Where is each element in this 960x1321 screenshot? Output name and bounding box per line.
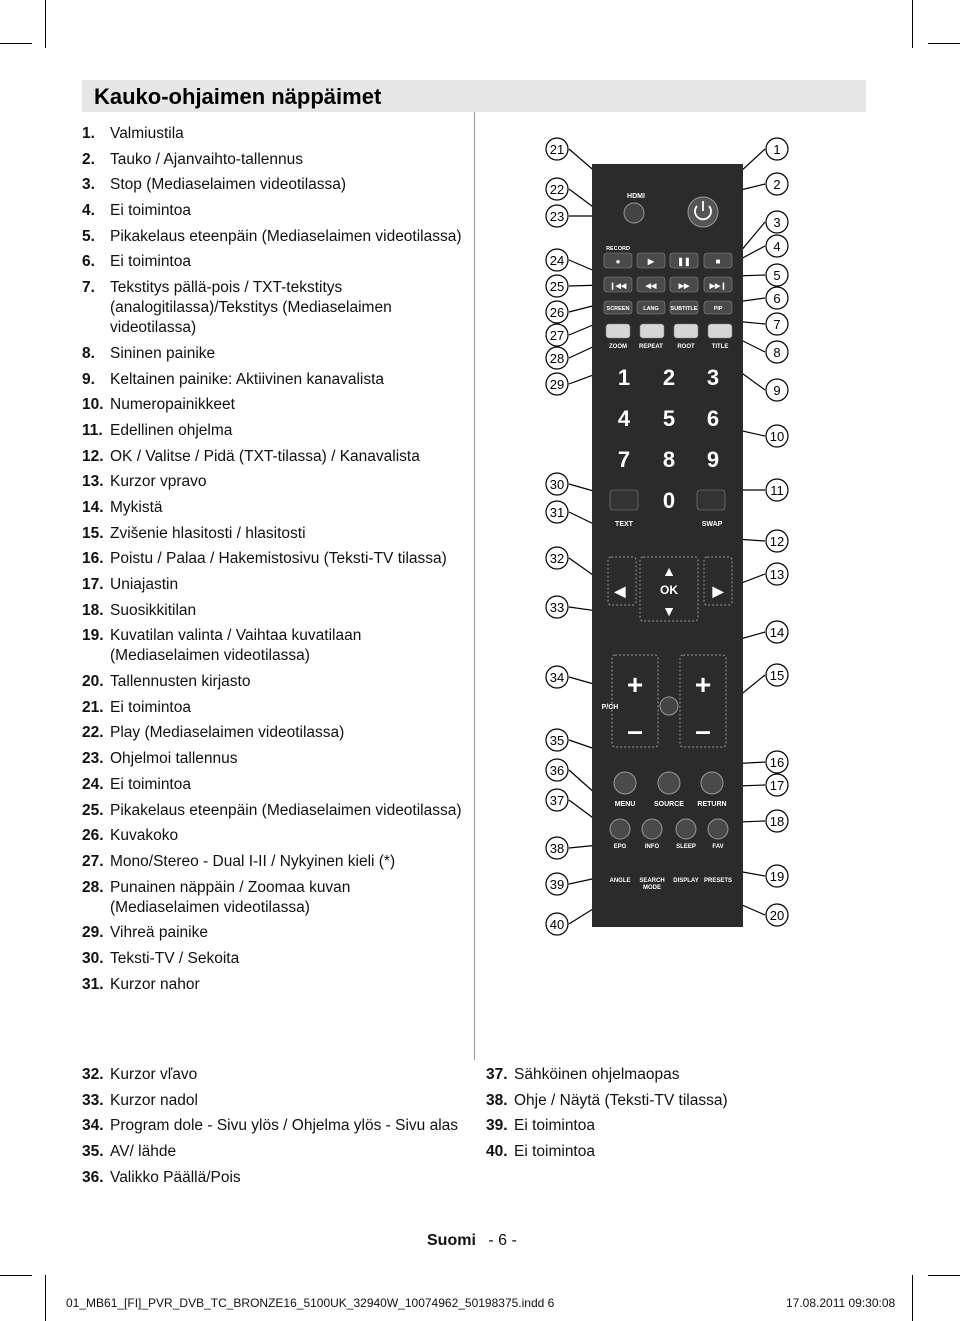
item-number: 35. (82, 1143, 104, 1161)
subtitle-button-label: SUBTITLE (670, 306, 698, 312)
item-number: 13. (82, 473, 104, 491)
item-text: Ei toimintoa (110, 775, 191, 793)
fav-label: FAV (712, 844, 724, 850)
search-label: SEARCH (639, 878, 665, 884)
volume-up-icon: + (694, 669, 712, 700)
fav-button (708, 819, 728, 839)
callout-35-label: 35 (549, 733, 565, 748)
item-number: 31. (82, 975, 104, 993)
item-number: 7. (82, 279, 95, 297)
item-number: 16. (82, 550, 104, 568)
callout-8-label: 8 (773, 345, 781, 360)
callout-5-label: 5 (773, 268, 781, 283)
display-label: DISPLAY (673, 878, 699, 884)
item-number: 21. (82, 698, 104, 716)
record-label: RECORD (606, 246, 630, 252)
item-number: 14. (82, 498, 104, 516)
color-key-label-1: REPEAT (639, 344, 663, 350)
item-number: 1. (82, 125, 95, 142)
presets-label: PRESETS (703, 878, 733, 884)
page-footer (427, 1232, 517, 1250)
rewind-button-icon: ◀◀ (645, 283, 657, 290)
epg-label: EPG (613, 844, 627, 850)
slug-date: 17.08.2011 09:30:08 (786, 1296, 896, 1310)
sleep-button (676, 819, 696, 839)
page-title: Kauko-ohjaimen näppäimet (94, 84, 382, 109)
ok-label: OK (660, 583, 678, 597)
digit-3-button: 3 (706, 365, 720, 390)
item-text: Punainen näppäin / Zoomaa kuvan (Mediaselaimen videotilassa) (110, 878, 351, 916)
mode-label: MODE (643, 885, 661, 891)
item-text: Mykistä (110, 498, 163, 516)
blue-button (708, 324, 732, 338)
item-number: 19. (82, 627, 104, 645)
play-button-icon: ▶ (647, 257, 655, 266)
callout-24-label: 24 (549, 253, 565, 268)
hdmi-label: HDMI (627, 193, 645, 200)
callout-6-label: 6 (773, 291, 781, 306)
item-number: 15. (82, 524, 104, 542)
volume-down-icon: – (695, 715, 711, 746)
callout-25-label: 25 (549, 279, 565, 294)
source-hdmi-button (624, 203, 644, 223)
pip-button-label: PIP (713, 306, 723, 312)
callout-14-label: 14 (769, 625, 785, 640)
channel-down-icon: – (627, 715, 643, 746)
callout-7-label: 7 (773, 317, 781, 332)
callout-19-label: 19 (769, 869, 785, 884)
item-number: 10. (82, 396, 104, 414)
callout-13-label: 13 (769, 567, 785, 582)
item-number: 34. (82, 1117, 104, 1135)
callout-18-label: 18 (769, 814, 785, 829)
item-text: Sähköinen ohjelmaopas (514, 1066, 680, 1083)
callout-16-label: 16 (769, 755, 785, 770)
item-number: 12. (82, 447, 104, 465)
mute-button (660, 697, 678, 715)
callout-33-label: 33 (549, 600, 565, 615)
menu-label: MENU (614, 801, 636, 808)
item-text: Pikakelaus eteenpäin (Mediaselaimen videotilassa) (110, 801, 462, 819)
item-text: Vihreä painike (110, 924, 208, 942)
item-number: 28. (82, 878, 104, 896)
red-button (606, 324, 630, 338)
callout-34-label: 34 (549, 670, 565, 685)
item-number: 27. (82, 852, 104, 870)
item-text: Ei toimintoa (110, 253, 191, 271)
yellow-button (674, 324, 698, 338)
item-number: 6. (82, 253, 95, 271)
item-number: 2. (82, 150, 95, 168)
callout-37-label: 37 (549, 793, 565, 808)
return-button (701, 772, 723, 794)
item-number: 32. (82, 1066, 104, 1083)
item-number: 36. (82, 1168, 104, 1186)
green-button (640, 324, 664, 338)
item-text: Kurzor nahor (110, 975, 200, 993)
callout-11-label: 11 (770, 483, 784, 498)
pause-button-icon: ❚❚ (677, 257, 691, 266)
callout-39-label: 39 (549, 877, 565, 892)
item-text: Teksti-TV / Sekoita (110, 949, 240, 967)
item-number: 39. (486, 1117, 508, 1135)
item-number: 37. (486, 1066, 508, 1083)
item-number: 3. (82, 176, 95, 194)
item-number: 40. (486, 1143, 508, 1161)
callout-21-label: 21 (549, 142, 565, 157)
channel-up-icon: + (626, 669, 644, 700)
item-number: 20. (82, 673, 104, 691)
item-text: Mono/Stereo - Dual I-II / Nykyinen kieli (*) (110, 852, 396, 870)
item-number: 22. (82, 724, 104, 742)
callout-27-label: 27 (549, 328, 565, 343)
prev-button-icon: ❙◀◀ (609, 283, 627, 290)
item-number: 26. (82, 827, 104, 845)
item-text: Tauko / Ajanvaihto-tallennus (110, 150, 304, 168)
callout-4-label: 4 (773, 239, 781, 254)
callout-31-label: 31 (549, 505, 565, 520)
up-arrow-icon: ▲ (662, 563, 676, 579)
menu-button (614, 772, 636, 794)
callout-38-label: 38 (549, 841, 565, 856)
record-button-icon: ● (615, 257, 621, 266)
page-number: - 6 - (488, 1232, 517, 1249)
item-text: Suosikkitilan (110, 601, 197, 619)
callout-28-label: 28 (549, 351, 565, 366)
item-text: Stop (Mediaselaimen videotilassa) (110, 176, 347, 194)
next-button-icon: ▶▶❙ (709, 283, 727, 290)
item-number: 38. (486, 1091, 508, 1109)
item-text: Ohjelmoi tallennus (110, 750, 238, 768)
info-label: INFO (644, 844, 660, 850)
item-text: Ohje / Näytä (Teksti-TV tilassa) (514, 1091, 728, 1109)
item-text: Tallennusten kirjasto (110, 673, 251, 691)
item-text: Kuvatilan valinta / Vaihtaa kuvatilaan (Mediaselaimen videotilassa) (110, 627, 362, 665)
down-arrow-icon: ▼ (662, 603, 676, 619)
digit-0-button: 0 (662, 488, 676, 513)
callout-2-label: 2 (773, 177, 781, 192)
item-text: Program dole - Sivu ylös / Ohjelma ylös - Sivu alas (110, 1117, 459, 1135)
item-text: Kurzor vpravo (110, 473, 207, 491)
item-text: Uniajastin (110, 576, 179, 593)
item-text: Valikko Päällä/Pois (110, 1168, 241, 1186)
item-text: Pikakelaus eteenpäin (Mediaselaimen videotilassa) (110, 227, 462, 245)
digit-4-button: 4 (617, 406, 631, 431)
text-button (610, 490, 638, 510)
callout-22-label: 22 (549, 182, 565, 197)
item-number: 33. (82, 1091, 104, 1109)
item-text: Ei toimintoa (514, 1143, 595, 1161)
color-key-label-3: TITLE (711, 344, 729, 350)
lang-button-label: LANG (643, 306, 659, 312)
digit-8-button: 8 (662, 447, 676, 472)
item-number: 11. (82, 421, 103, 439)
angle-label: ANGLE (609, 878, 631, 884)
item-text: Play (Mediaselaimen videotilassa) (110, 724, 345, 742)
sleep-label: SLEEP (676, 844, 696, 850)
item-number: 23. (82, 750, 104, 768)
item-number: 25. (82, 801, 104, 819)
item-text: Kurzor nadol (110, 1091, 198, 1109)
callout-1-label: 1 (773, 142, 781, 157)
pch-label: P/CH (601, 704, 619, 711)
callout-36-label: 36 (549, 763, 565, 778)
return-label: RETURN (697, 801, 727, 808)
callout-3-label: 3 (773, 215, 781, 230)
callout-17-label: 17 (769, 778, 785, 793)
callout-10-label: 10 (769, 429, 785, 444)
callout-29-label: 29 (549, 377, 565, 392)
source-label: SOURCE (654, 801, 684, 808)
item-number: 29. (82, 924, 104, 942)
digit-1-button: 1 (617, 365, 631, 390)
slug-file: 01_MB61_[FI]_PVR_DVB_TC_BRONZE16_5100UK_32940W_10074962_50198375.indd 6 (66, 1296, 555, 1310)
info-button (642, 819, 662, 839)
item-text: Kuvakoko (110, 827, 179, 845)
item-text: Ei toimintoa (110, 698, 191, 716)
stop-button-icon: ■ (715, 257, 721, 266)
color-key-label-2: ROOT (677, 344, 695, 350)
callout-9-label: 9 (773, 383, 781, 398)
item-text: Tekstitys pällä-pois / TXT-tekstitys (analogitilassa)/Tekstitys (Mediaselaimen videotilassa) (110, 279, 392, 337)
item-text: Keltainen painike: Aktiivinen kanavalista (110, 370, 385, 388)
item-number: 30. (82, 949, 104, 967)
text-label: TEXT (615, 521, 633, 528)
item-text: Kurzor vľavo (110, 1066, 198, 1083)
item-number: 5. (82, 227, 95, 245)
item-number: 17. (82, 576, 104, 593)
digit-7-button: 7 (617, 447, 631, 472)
item-number: 18. (82, 601, 104, 619)
screen-button-label: SCREEN (606, 306, 630, 312)
callout-30-label: 30 (549, 477, 565, 492)
footer-language: Suomi (427, 1232, 476, 1249)
color-key-label-0: ZOOM (609, 344, 627, 350)
left-arrow-icon: ◀ (614, 583, 626, 599)
item-number: 24. (82, 775, 104, 793)
forward-button-icon: ▶▶ (678, 283, 690, 290)
digit-6-button: 6 (706, 406, 720, 431)
callout-40-label: 40 (549, 917, 565, 932)
digit-9-button: 9 (706, 447, 720, 472)
item-text: Ei toimintoa (514, 1117, 595, 1135)
item-text: Ei toimintoa (110, 202, 191, 220)
callout-32-label: 32 (549, 551, 565, 566)
item-text: Zvišenie hlasitosti / hlasitosti (110, 524, 306, 542)
callout-20-label: 20 (769, 908, 785, 923)
item-number: 4. (82, 202, 95, 220)
item-text: OK / Valitse / Pidä (TXT-tilassa) / Kanavalista (110, 447, 420, 465)
item-text: Poistu / Palaa / Hakemistosivu (Teksti-TV tilassa) (110, 550, 447, 568)
item-text: Edellinen ohjelma (110, 421, 233, 439)
source-button (658, 772, 680, 794)
swap-button (697, 490, 725, 510)
digit-5-button: 5 (662, 406, 676, 431)
callout-15-label: 15 (769, 668, 785, 683)
item-text: Sininen painike (110, 344, 216, 362)
swap-label: SWAP (701, 521, 723, 528)
right-arrow-icon: ▶ (712, 583, 724, 599)
callout-26-label: 26 (549, 305, 565, 320)
callout-12-label: 12 (769, 534, 785, 549)
digit-2-button: 2 (662, 365, 676, 390)
epg-button (610, 819, 630, 839)
item-number: 9. (82, 370, 95, 388)
callout-23-label: 23 (549, 209, 565, 224)
item-number: 8. (82, 344, 95, 362)
item-text: AV/ lähde (110, 1143, 177, 1161)
item-text: Valmiustila (110, 125, 184, 142)
item-text: Numeropainikkeet (110, 396, 235, 414)
